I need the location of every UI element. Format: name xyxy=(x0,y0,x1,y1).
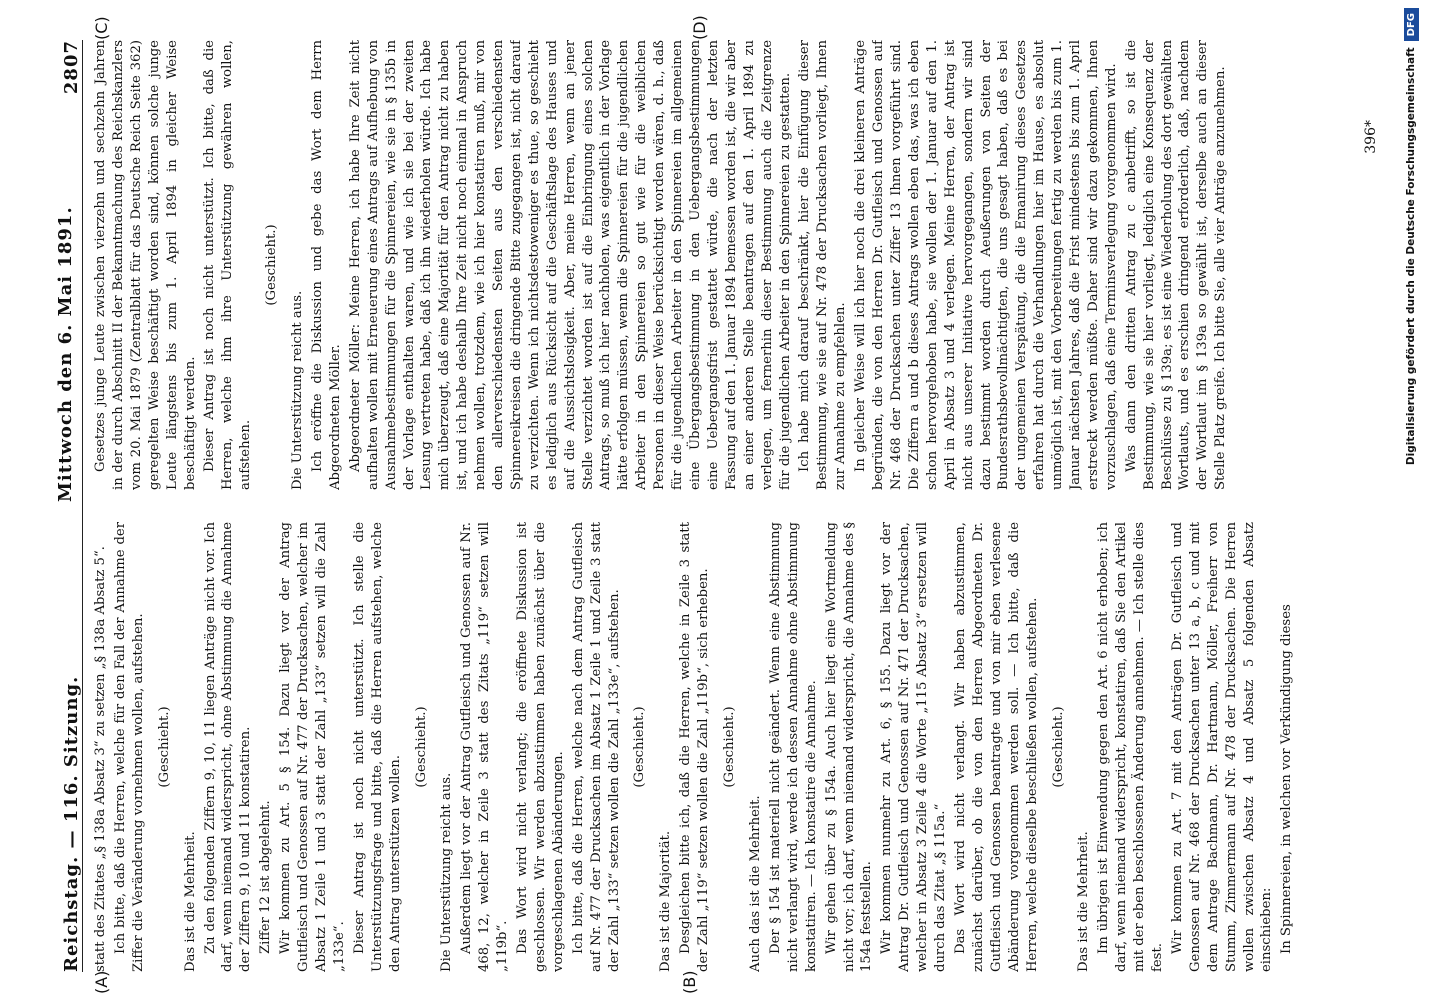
paragraph: (Geschieht.) xyxy=(156,706,172,788)
paragraph: (Geschieht.) xyxy=(632,706,648,788)
paragraph: Außerdem liegt vor der Antrag Gutfleisch und Genossen auf Nr. 468, 12, welcher in Zeile 3 statt des Zitats „119“ setzen will „119b“. xyxy=(459,522,511,972)
margin-marker-b: (B) xyxy=(680,970,699,994)
page-number: 2807 xyxy=(61,40,82,95)
paragraph: Desgleichen bitte ich, daß die Herren, welche in Zeile 3 statt der Zahl „119“ setzen wollen die Zahl „119b“, sich erheben. xyxy=(678,522,712,972)
paragraph: Gesetzes junge Leute zwischen vierzehn und sechzehn Jahren in der durch Abschnitt II der Bekanntmachung des Reichskanzlers vom 20. Mai 1879 (Zentralblatt für das Deutsche Reich Seite 362) geregelten Weise beschäftigt worden sind, können solche junge Leute längstens bis zum 1. April 1894 in gleicher Weise beschäftigt werden. xyxy=(93,40,198,490)
paragraph: Ich bitte, daß die Herren, welche für den Fall der Annahme der Ziffer die Veränderung vornehmen wollen, aufstehen. xyxy=(112,522,146,972)
margin-marker-d: (D) xyxy=(690,15,709,40)
margin-marker-c: (C) xyxy=(92,16,111,40)
header-left: Reichstag. — 116. Sitzung. xyxy=(61,675,82,972)
paragraph: Das Wort wird nicht verlangt. Wir haben abzustimmen, zunächst darüber, ob die von den Herren Abgeordneten Dr. Gutfleisch und Genossen beantragte und von mir eben verlesene Abänderung vorgenommen werden soll. — Ich bitte, daß die Herren, welche dieselbe beschließen wollen, aufstehen. xyxy=(952,522,1040,972)
margin-marker-a: (A) xyxy=(92,970,111,994)
paragraph: (Geschieht.) xyxy=(264,224,280,306)
paragraph: Das Wort wird nicht verlangt; die eröffnete Diskussion ist geschlossen. Wir werden abzustimmen haben zunächst über die vorgeschlagenen Abänderungen. xyxy=(515,522,566,972)
paragraph: (Geschieht.) xyxy=(1050,706,1066,788)
signature-mark: 396* xyxy=(1363,120,1379,154)
dfg-notice-text: Digitalisierung gefördert durch die Deutsche Forschungsgemeinschaft xyxy=(1405,47,1417,466)
header-center: Mittwoch den 6. Mai 1891. xyxy=(55,206,76,502)
paragraph: (Geschieht.) xyxy=(413,706,429,788)
paragraph: In Spinnereien, in welchen vor Verkündigung dieses xyxy=(1279,604,1295,954)
paragraph: Dieser Antrag ist noch nicht unterstützt. Ich stelle die Unterstützungsfrage und bitte, daß die Herren aufstehen, welche den Antrag unterstützen wollen. xyxy=(351,522,403,972)
paragraph: Dieser Antrag ist noch nicht unterstützt. Ich bitte, daß die Herren, welche ihm ihre Unterstützung gewähren wollen, aufstehen. xyxy=(202,40,254,490)
paragraph: Zu den folgenden Ziffern 9, 10, 11 liegen Anträge nicht vor. Ich darf, wenn niemand widerspricht, ohne Abstimmung die Annahme der Ziffern 9, 10 und 11 konstatiren. xyxy=(202,522,254,972)
paragraph: Das ist die Mehrheit. xyxy=(1076,831,1092,972)
paragraph: Das ist die Mehrheit. xyxy=(182,831,198,972)
paragraph: Wir gehen über zu § 154a. Auch hier liegt eine Wortmeldung nicht vor; ich darf, wenn niemand widerspricht, die Annahme des § 154a feststellen. xyxy=(823,522,875,972)
dfg-logo: DFG xyxy=(1404,8,1419,41)
paragraph: Ich eröffne die Diskussion und gebe das Wort dem Herrn Abgeordneten Möller. xyxy=(309,40,343,490)
right-column xyxy=(92,40,1362,490)
paragraph: Wir kommen zu Art. 5 § 154. Dazu liegt vor der Antrag Gutfleisch und Genossen auf Nr. 477 der Drucksachen, welcher im Absatz 1 Zeile 1 und 3 statt der Zahl „133“ setzen will die Zahl „133e“. xyxy=(278,522,347,972)
paragraph: Ich habe mich darauf beschränkt, hier die Einfügung dieser Bestimmung, wie sie auf Nr. 478 der Drucksachen vorliegt, Ihnen zur Annahme zu empfehlen. xyxy=(797,40,849,490)
paragraph: Ich bitte, daß die Herren, welche nach dem Antrag Gutfleisch auf Nr. 477 der Drucksachen im Absatz 1 Zeile 1 und Zeile 3 statt der Zahl „133“ setzen wollen die Zahl „133e“, aufstehen. xyxy=(570,522,622,972)
paragraph: Wir kommen zu Art. 7 mit den Anträgen Dr. Gutfleisch und Genossen auf Nr. 468 der Drucksachen unter 13 a, b, c und mit dem Antrage Bachmann, Dr. Hartmann, Möller, Freiherr von Stumm, Zimmermann auf Nr. 478 der Drucksachen. Die Herren wollen zwischen Absatz 4 und Absatz 5 folgenden Absatz einschieben: xyxy=(1169,522,1275,972)
page-header xyxy=(52,40,83,972)
paragraph: Im übrigen ist Einwendung gegen den Art. 6 nicht erhoben; ich darf, wenn niemand widerspricht, konstatiren, daß Sie den Artikel mit der eben beschlossenen Änderung annehmen. — Ich stelle dies fest. xyxy=(1096,522,1166,972)
paragraph: Abgeordneter Möller: Meine Herren, ich habe Ihre Zeit nicht aufhalten wollen mit Erneuerung eines Antrags auf Aufhebung von Ausnahmebestimmungen für die Spinnereien, wie sie in § 135b in der Vorlage enthalten waren, und wie ich sie bei der zweiten Lesung vertreten habe, daß ich ihn wiederholen würde. Ich habe mich überzeugt, daß eine Majorität für den Antrag nicht zu haben ist, und ich habe deshalb Ihre Zeit nicht noch einmal in Anspruch nehmen wollen, trotzdem, wie ich hier konstatiren muß, mir von den allerverschiedensten Seiten aus den verschiedensten Spinnereikreisen die dringende Bitte zugegangen ist, nicht darauf zu verzichten. Wenn ich nichtsdestoweniger es thue, so geschieht es lediglich aus Rücksicht auf die Geschäftslage des Hauses und auf die Aussichtslosigkeit. Aber, meine Herren, wenn an jener Stelle verzichtet worden ist auf die Einbringung eines solchen Antrags, so muß ich hier nachholen, was eigentlich in der Vorlage hätte erfolgen müssen, wenn die Spinnereien für die jugendlichen Arbeiter in den Spinnereien so gut wie für die weiblichen Personen in dieser Weise berücksichtigt worden wären, d. h., daß für die jugendlichen Arbeiter in den Spinnereien im allgemeinen eine Übergangsbestimmung in den Uebergangsbestimmungen eine Uebergangsfrist gestattet würde, die nach der letzten Fassung auf den 1. Januar 1894 bemessen worden ist, die wir aber an einer anderen Stelle beantragen auf den 1. April 1894 zu verlegen, um fernerhin dieser Bestimmung auch die Zeitgrenze für die jugendlichen Arbeiter in den Spinnereien zu gestatten. xyxy=(347,40,793,490)
dfg-notice xyxy=(1396,0,1426,1000)
paragraph: Ziffer 12 ist abgelehnt. xyxy=(258,800,274,954)
paragraph: Das ist die Majorität. xyxy=(658,830,674,972)
paragraph: Die Unterstützung reicht aus. xyxy=(439,772,455,972)
paragraph: Auch das ist die Mehrheit. xyxy=(748,795,763,972)
paragraph: In gleicher Weise will ich hier noch die drei kleineren Anträge begründen, die von den Herren Dr. Gutfleisch und Genossen auf Nr. 468 der Drucksachen unter Ziffer 13 Ihnen vorgeführt sind. Die Ziffern a und b dieses Antrags wollen eben das, was ich eben schon hervorgehoben habe, sie wollen der 1. Januar auf den 1. April in Absatz 3 und 4 verlegen. Meine Herren, der Antrag ist nicht aus unserer Initiative hervorgegangen, sondern wir sind dazu bestimmt worden durch Aeußerungen von Seiten der Bundesrathsbevollmächtigten, die uns gesagt haben, daß es bei der ungemeinen Verspätung, die die Emanirung dieses Gesetzes erfahren hat durch die Verhandlungen hier im Hause, es absolut unmöglich ist, mit den Vorbereitungen fertig zu werden bis zum 1. Januar nächsten Jahres, daß die Frist mindestens bis zum 1. April erstreckt werden müßte. Daher sind wir dazu gekommen, Ihnen vorzuschlagen, daß eine Terminsverlegung vorgenommen wird. xyxy=(853,40,1119,490)
paragraph: Der § 154 ist materiell nicht geändert. Wenn eine Abstimmung nicht verlangt wird, werde ich dessen Annahme ohne Abstimmung konstatiren. — Ich konstatire die Annahme. xyxy=(767,522,819,972)
left-column xyxy=(92,522,1352,972)
paragraph: statt des Zitates „§ 138a Absatz 3“ zu setzen „§ 138a Absatz 5“. xyxy=(93,546,108,972)
paragraph: Was dann den dritten Antrag zu c anbetrifft, so ist die Bestimmung, wie sie hier vorliegt, lediglich eine Konsequenz der Beschlüsse zu § 139a; es ist eine Wiederholung des dort gewählten Wortlauts, und es erschien dringend erforderlich, daß, nachdem der Wortlaut im § 139a so gewählt ist, derselbe auch an dieser Stelle Platz greife. Ich bitte Sie, alle vier Anträge anzunehmen. xyxy=(1123,40,1229,490)
paragraph: (Geschieht.) xyxy=(722,706,738,788)
paragraph: Wir kommen nunmehr zu Art. 6, § 155. Dazu liegt vor der Antrag Dr. Gutfleisch und Genossen auf Nr. 471 der Drucksachen, welcher in Absatz 3 Zeile 4 die Worte „115 Absatz 3“ ersetzen will durch das Zitat „§ 115a.“ xyxy=(879,522,949,972)
paragraph: Die Unterstützung reicht aus. xyxy=(290,290,306,490)
